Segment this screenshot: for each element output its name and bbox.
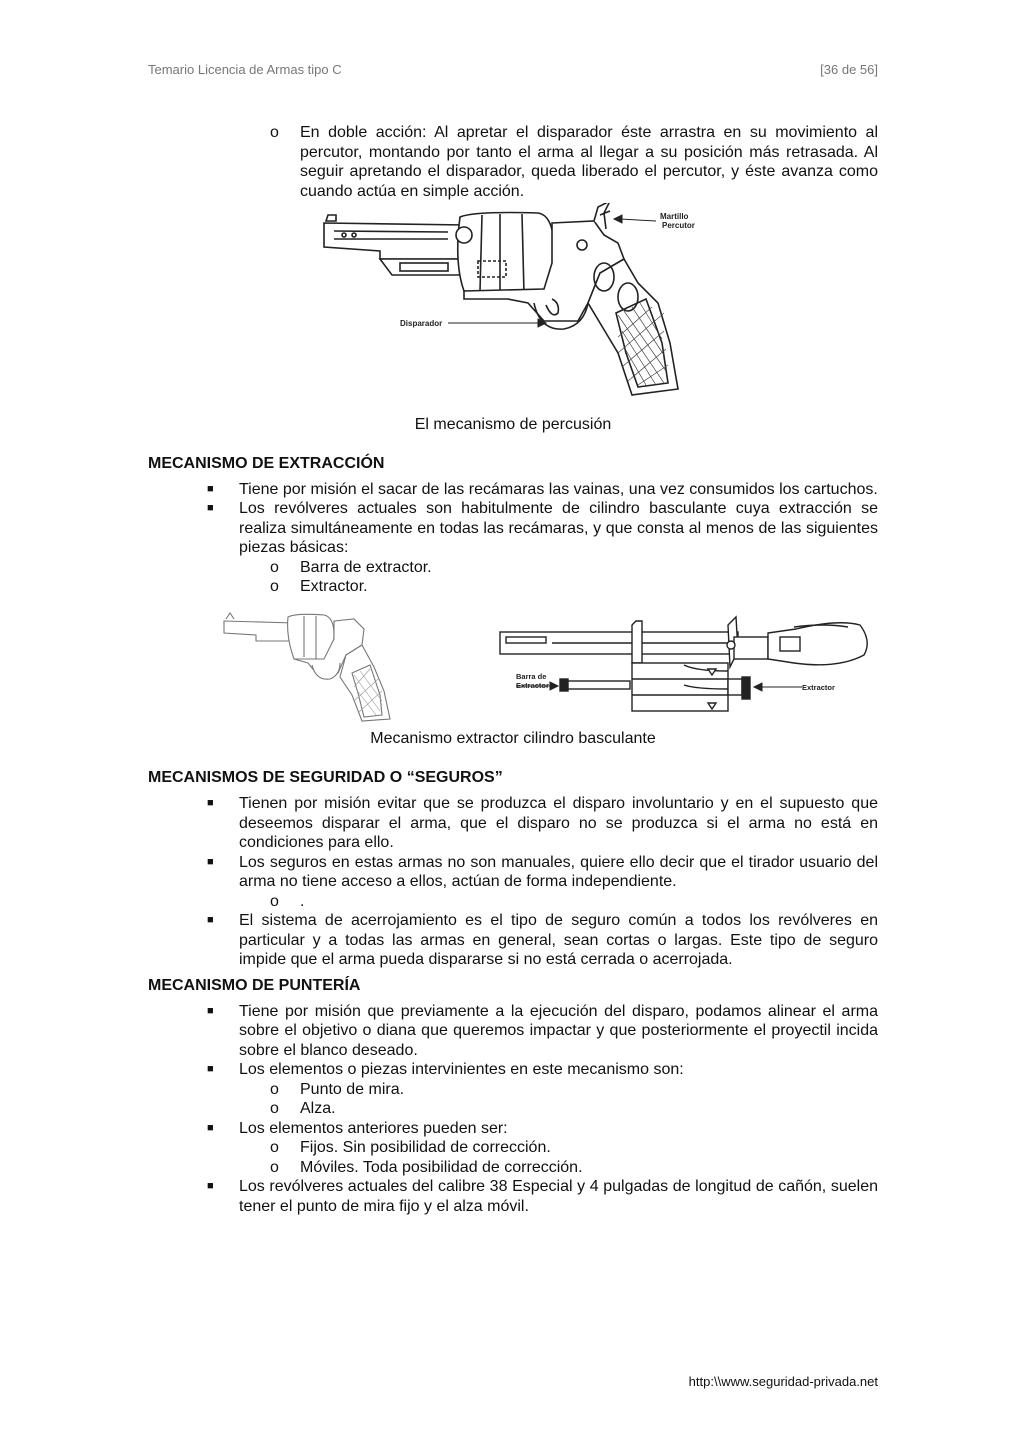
bullet-marker: ■ <box>207 1004 214 1017</box>
sub-marker: o <box>270 124 279 141</box>
bullet-marker: ■ <box>207 482 214 495</box>
safety-bullet-1 <box>148 794 878 853</box>
aiming-bullet-1-text: Tiene por misión que previamente a la ejecución del disparo, podamos alinear el arma sobre el objetivo o diana que queremos impactar y que posteriormente el proyectil incida sobre el blanco deseado. <box>239 1002 878 1059</box>
sub-marker: o <box>270 1100 279 1117</box>
sub-marker: o <box>270 1139 279 1156</box>
extractor-figure <box>148 607 878 722</box>
aiming-bullet-4 <box>148 1177 878 1216</box>
aiming-bullet-2 <box>148 1060 878 1080</box>
header-title: Temario Licencia de Armas tipo C <box>148 62 342 77</box>
safety-bullet-2-text: Los seguros en estas armas no son manuales, quiere ello decir que el tirador usuario del arma no tiene acceso a ellos, actúan de forma independiente. <box>239 853 878 890</box>
extraction-subitem-1-text: Barra de extractor. <box>300 558 432 576</box>
safety-bullet-2 <box>148 853 878 892</box>
page-content <box>148 123 878 1216</box>
sub-marker: o <box>270 578 279 595</box>
aiming-subitem-4-text: Móviles. Toda posibilidad de corrección. <box>300 1158 583 1176</box>
aiming-bullet-3-text: Los elementos anteriores pueden ser: <box>239 1119 508 1137</box>
extraction-heading: MECANISMO DE EXTRACCIÓN <box>148 454 385 472</box>
percussion-figure <box>148 203 878 413</box>
aiming-subitem-1-text: Punto de mira. <box>300 1080 405 1098</box>
sub-marker: o <box>270 1080 279 1098</box>
aiming-bullet-3 <box>148 1119 878 1139</box>
bullet-marker: ■ <box>207 502 214 514</box>
extraction-subitem-2 <box>148 577 878 597</box>
figure2-caption: Mecanismo extractor cilindro basculante <box>370 729 656 747</box>
revolver-extractor-illustration <box>148 607 878 722</box>
aiming-subitem-1 <box>148 1080 878 1100</box>
intro-item <box>148 123 878 201</box>
figure1-caption: El mecanismo de percusión <box>414 416 612 433</box>
aiming-heading: MECANISMO DE PUNTERÍA <box>148 976 361 994</box>
sub-marker: o <box>270 1158 279 1176</box>
bullet-marker: ■ <box>207 855 214 868</box>
aiming-bullet-1 <box>148 1002 878 1061</box>
revolver-percussion-illustration <box>148 203 878 413</box>
label-hammer-line1: Martillo <box>660 212 689 221</box>
safety-heading: MECANISMOS DE SEGURIDAD O “SEGUROS” <box>148 769 503 786</box>
safety-bullet-3 <box>148 911 878 970</box>
aiming-subitem-4 <box>148 1158 878 1178</box>
bullet-marker: ■ <box>207 1121 214 1134</box>
bullet-marker: ■ <box>207 1063 214 1075</box>
label-extractor-bar-line1: Barra de <box>516 671 547 681</box>
aiming-subitem-3 <box>148 1138 878 1158</box>
sub-marker: o <box>270 558 279 576</box>
extraction-subitem-2-text: Extractor. <box>300 578 368 595</box>
header-page-number: [36 de 56] <box>820 62 878 77</box>
extraction-bullet-1 <box>148 480 878 500</box>
extraction-bullet-2 <box>148 499 878 558</box>
extraction-bullet-1-text: Tiene por misión el sacar de las recámaras las vainas, una vez consumidos los cartuchos. <box>239 480 878 498</box>
footer-url: http:\\www.seguridad-privada.net <box>688 1374 878 1389</box>
aiming-bullet-2-text: Los elementos o piezas intervinientes en este mecanismo son: <box>239 1061 684 1078</box>
aiming-bullet-4-text: Los revólveres actuales del calibre 38 Especial y 4 pulgadas de longitud de cañón, suelen tener el punto de mira fijo y el alza móvil. <box>239 1178 878 1215</box>
extraction-subitem-1 <box>148 558 878 578</box>
safety-subitem <box>148 892 878 912</box>
label-extractor: Extractor <box>802 682 835 692</box>
sub-marker: o <box>270 892 279 910</box>
aiming-subitem-3-text: Fijos. Sin posibilidad de corrección. <box>300 1139 551 1156</box>
aiming-subitem-2 <box>148 1099 878 1119</box>
bullet-marker: ■ <box>207 797 214 809</box>
label-extractor-bar-line2: Extractor <box>516 680 549 690</box>
extraction-bullet-2-text: Los revólveres actuales son habitulmente de cilindro basculante cuya extracción se realiza simultáneamente en todas las recámaras, y que consta al menos de las siguientes piezas básicas: <box>239 500 878 556</box>
safety-subitem-text: . <box>300 892 305 910</box>
aiming-subitem-2-text: Alza. <box>300 1100 336 1117</box>
intro-text: En doble acción: Al apretar el disparador éste arrastra en su movimiento al percutor, montando por tanto el arma al llegar a su posición más retrasada. Al seguir apretando el disparador, queda liberado el percutor, y éste avanza como cuando actúa en simple acción. <box>300 124 878 200</box>
label-hammer-line2: Percutor <box>662 221 695 230</box>
bullet-marker: ■ <box>207 914 214 926</box>
safety-bullet-3-text: El sistema de acerrojamiento es el tipo de seguro común a todos los revólveres en particular y a todas las armas en general, sean cortas o largas. Este tipo de seguro impide que el arma pueda dispararse si no está cerrada o acerrojada. <box>239 912 878 968</box>
safety-bullet-1-text: Tienen por misión evitar que se produzca el disparo involuntario y en el supuesto que deseemos disparar el arma, que el disparo no se produzca si el arma no está en condiciones para ello. <box>239 795 878 851</box>
bullet-marker: ■ <box>207 1180 214 1192</box>
label-trigger: Disparador <box>400 319 443 328</box>
